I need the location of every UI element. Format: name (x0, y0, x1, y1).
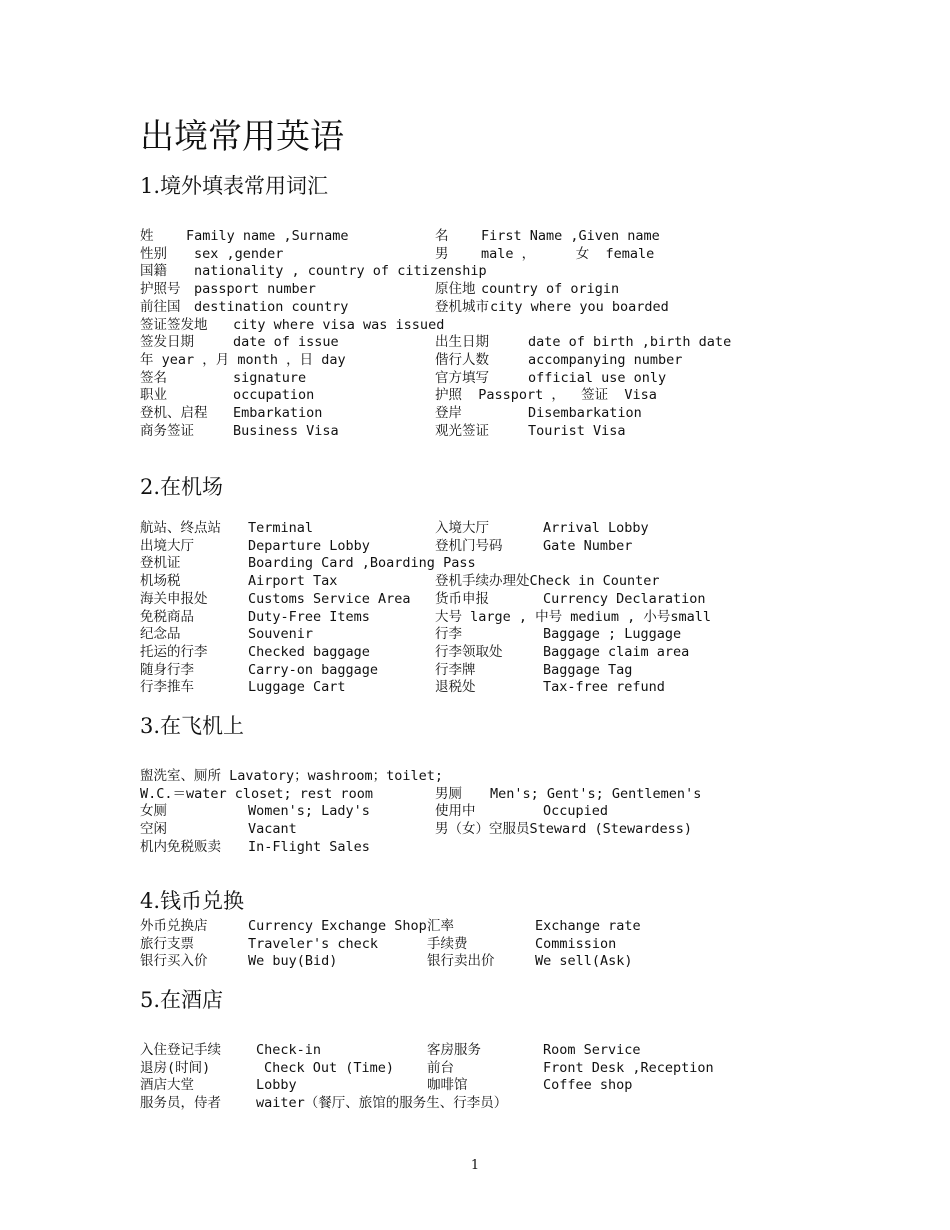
term-row (0, 369, 950, 387)
term-english: Terminal (248, 520, 314, 536)
term-chinese-right: 官方填写 (435, 369, 489, 386)
term-row (0, 625, 950, 643)
term-row (0, 422, 950, 440)
term-english-right: Gate Number (543, 537, 633, 554)
term-english-right: Men's; Gent's; Gentlemen's (490, 785, 702, 802)
term-english-right: male ， 女 female (481, 245, 655, 262)
term-english-right: Disembarkation (528, 405, 642, 421)
term-chinese: 登机、启程 (140, 405, 208, 421)
term-chinese: 外币兑换店 (140, 918, 208, 934)
term-chinese: 入住登记手续 (140, 1042, 221, 1058)
term-english-right: official use only (528, 369, 667, 386)
term-english: destination country (194, 298, 349, 315)
term-chinese: 姓 (140, 228, 154, 244)
term-row (0, 785, 950, 803)
term-row (0, 316, 950, 334)
term-english: passport number (194, 281, 316, 298)
section-heading: 1.境外填表常用词汇 (140, 174, 329, 198)
term-english-right: Front Desk ,Reception (543, 1059, 714, 1076)
term-english: Checked baggage (248, 643, 370, 660)
term-english: Currency Exchange Shop (248, 918, 427, 934)
term-chinese-right: 前台 (427, 1059, 454, 1076)
term-row (0, 767, 950, 785)
term-row (0, 351, 950, 369)
section-heading: 5.在酒店 (140, 988, 224, 1012)
term-chinese-right: 登岸 (435, 405, 462, 421)
term-chinese-right: 客房服务 (427, 1042, 481, 1058)
term-chinese-right: 登机门号码 (435, 537, 503, 554)
term-chinese-right: 登机手续办理处Check in Counter (435, 573, 660, 590)
term-english: Souvenir (248, 626, 314, 643)
term-english-right: Exchange rate (535, 918, 641, 934)
term-english-right: Baggage ; Luggage (543, 626, 682, 643)
term-english-right: Occupied (543, 803, 609, 820)
term-english: Customs Service Area (248, 590, 411, 607)
term-row (0, 917, 950, 935)
term-english: date of issue (233, 334, 339, 351)
term-chinese-right: 手续费 (427, 935, 468, 952)
term-chinese: 前往国 (140, 298, 181, 315)
section-heading: 2.在机场 (140, 475, 224, 499)
page-number: 1 (470, 1158, 480, 1173)
term-chinese-right: 登机城市 (435, 298, 489, 315)
term-chinese: 空闲 (140, 821, 167, 838)
term-english-right: date of birth ,birth date (528, 334, 732, 351)
term-chinese-right: 名 (435, 228, 449, 244)
term-row (0, 678, 950, 696)
term-chinese: 航站、终点站 (140, 520, 221, 536)
term-row (0, 643, 950, 661)
term-english: Carry-on baggage (248, 661, 379, 678)
term-row (0, 608, 950, 626)
term-chinese: 机场税 (140, 573, 181, 590)
term-chinese: 签证签发地 (140, 316, 208, 333)
term-chinese: W.C.＝water closet; rest room (140, 785, 373, 802)
term-chinese-right: 出生日期 (435, 334, 489, 351)
term-chinese: 旅行支票 (140, 935, 194, 952)
term-english: Airport Tax (248, 573, 338, 590)
term-chinese: 女厕 (140, 803, 167, 820)
term-row (0, 1041, 950, 1059)
term-english-right: Arrival Lobby (543, 520, 649, 536)
term-row (0, 590, 950, 608)
term-english-right: Tourist Visa (528, 422, 626, 439)
term-english: Check Out (Time) (264, 1059, 395, 1076)
term-english-right: Coffee shop (543, 1077, 633, 1094)
term-chinese: 商务签证 (140, 422, 194, 439)
term-row (0, 280, 950, 298)
term-chinese-right: 男厕 (435, 785, 462, 802)
term-chinese: 酒店大堂 (140, 1077, 194, 1094)
term-chinese-right: 观光签证 (435, 422, 489, 439)
term-english: city where visa was issued (233, 316, 445, 333)
term-chinese: 性别 (140, 245, 167, 262)
term-row (0, 227, 950, 245)
term-chinese: 服务员，侍者 (140, 1095, 221, 1112)
term-row (0, 952, 950, 970)
term-english-right: Currency Declaration (543, 590, 706, 607)
term-english: waiter（餐厅、旅馆的服务生、行李员） (256, 1095, 508, 1112)
term-row (0, 519, 950, 537)
term-english-right: accompanying number (528, 351, 683, 368)
term-english: sex ,gender (194, 245, 284, 262)
term-row (0, 1059, 950, 1077)
term-chinese-right: 男 (435, 245, 449, 262)
term-row (0, 1094, 950, 1112)
term-english-right: country of origin (481, 281, 620, 298)
term-row (0, 262, 950, 280)
page-title: 出境常用英语 (140, 117, 344, 157)
term-chinese: 机内免税贩卖 (140, 838, 221, 855)
term-row (0, 404, 950, 422)
term-chinese: 盥洗室、厕所 Lavatory；washroom；toilet; (140, 768, 444, 784)
section-heading: 3.在飞机上 (140, 714, 245, 738)
term-chinese-right: 原住地 (435, 281, 476, 298)
term-english-right: First Name ,Given name (481, 228, 660, 244)
term-chinese-right: 男（女）空服员Steward (Stewardess) (435, 821, 693, 838)
term-english: Women's; Lady's (248, 803, 370, 820)
term-english: Departure Lobby (248, 537, 370, 554)
term-row (0, 661, 950, 679)
term-chinese: 行李推车 (140, 679, 194, 696)
term-chinese: 纪念品 (140, 626, 181, 643)
term-english-right: city where you boarded (490, 298, 669, 315)
term-chinese-right: 入境大厅 (435, 520, 489, 536)
term-english: Luggage Cart (248, 679, 346, 696)
term-row (0, 1076, 950, 1094)
term-chinese-right: 偕行人数 (435, 351, 489, 368)
term-english: Check-in (256, 1042, 322, 1058)
term-row (0, 245, 950, 263)
term-chinese: 银行买入价 (140, 953, 208, 970)
section-heading: 4.钱币兑换 (140, 889, 245, 913)
term-row (0, 820, 950, 838)
term-chinese: 随身行李 (140, 661, 194, 678)
term-chinese: 登机证 (140, 555, 181, 572)
term-chinese: 护照号 (140, 281, 181, 298)
term-english-right: We sell(Ask) (535, 953, 633, 970)
term-chinese-right: 咖啡馆 (427, 1077, 468, 1094)
term-english: Business Visa (233, 422, 339, 439)
term-english-right: Room Service (543, 1042, 641, 1058)
term-english: Family name ,Surname (186, 228, 349, 244)
term-chinese-right: 行李 (435, 626, 462, 643)
term-english-right: Tax-free refund (543, 679, 665, 696)
term-chinese-right: 大号 large , 中号 medium , 小号small (435, 608, 712, 625)
term-chinese-right: 护照 Passport ， 签证 Visa (435, 387, 657, 404)
term-english: Traveler's check (248, 935, 379, 952)
term-row (0, 537, 950, 555)
term-row (0, 298, 950, 316)
term-english: signature (233, 369, 307, 386)
term-chinese: 职业 (140, 387, 167, 404)
term-chinese: 签发日期 (140, 334, 194, 351)
term-row (0, 802, 950, 820)
term-english-right: Commission (535, 935, 617, 952)
term-row (0, 572, 950, 590)
term-english: Duty-Free Items (248, 608, 370, 625)
term-chinese-right: 行李领取处 (435, 643, 503, 660)
term-chinese: 托运的行李 (140, 643, 208, 660)
term-english: Vacant (248, 821, 297, 838)
term-english-right: Baggage claim area (543, 643, 690, 660)
term-english: Boarding Card ,Boarding Pass (248, 555, 476, 572)
term-row (0, 935, 950, 953)
term-english: occupation (233, 387, 315, 404)
term-chinese: 退房(时间) (140, 1059, 211, 1076)
term-chinese: 签名 (140, 369, 167, 386)
term-english: Embarkation (233, 405, 323, 421)
term-row (0, 838, 950, 856)
term-chinese: 免税商品 (140, 608, 194, 625)
term-row (0, 386, 950, 404)
term-chinese-right: 银行卖出价 (427, 953, 495, 970)
term-english: In-Flight Sales (248, 838, 370, 855)
term-row (0, 333, 950, 351)
term-chinese-right: 汇率 (427, 918, 454, 934)
term-row (0, 554, 950, 572)
term-chinese: 出境大厅 (140, 537, 194, 554)
term-chinese-right: 行李牌 (435, 661, 476, 678)
term-chinese: 国籍 (140, 263, 167, 280)
term-chinese: 海关申报处 (140, 590, 208, 607)
term-chinese-right: 使用中 (435, 803, 476, 820)
term-english: Lobby (256, 1077, 297, 1094)
term-chinese: 年 year ，月 month ，日 day (140, 351, 346, 368)
term-chinese-right: 退税处 (435, 679, 476, 696)
term-english: We buy(Bid) (248, 953, 338, 970)
term-chinese-right: 货币申报 (435, 590, 489, 607)
term-english-right: Baggage Tag (543, 661, 633, 678)
term-english: nationality , country of citizenship (194, 263, 487, 280)
